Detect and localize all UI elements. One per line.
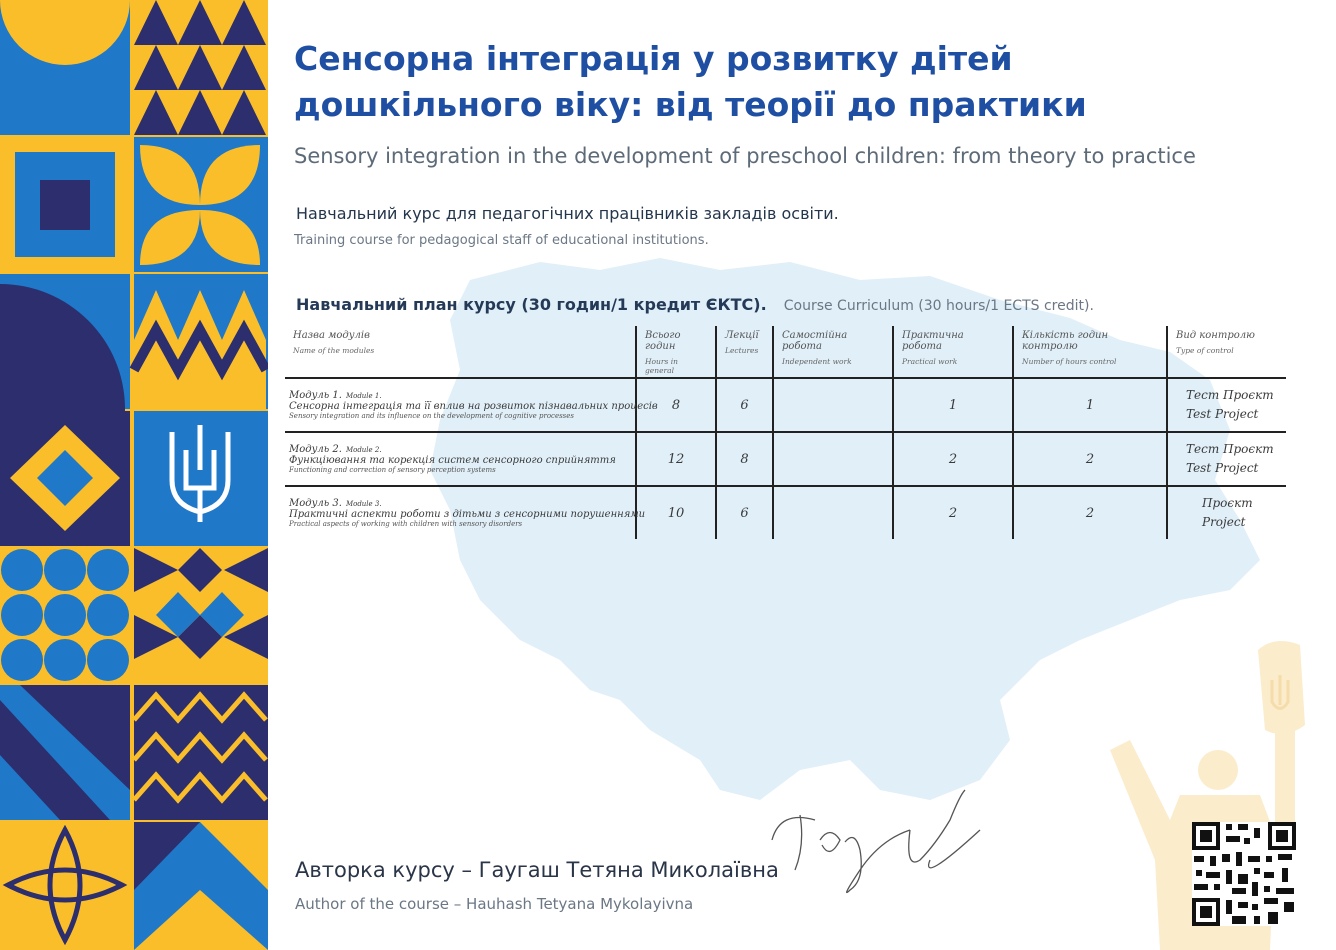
module-cell: Модуль 3. Module 3. Практичні аспекти роботи з дітьми з сенсорними порушеннями Practical aspects of working with children with sensory disorders [289,498,646,528]
control-hours-cell: 2 [1013,486,1167,539]
column-header: Вид контролю Type of control [1167,326,1286,378]
column-header: Практична робота Practical work [893,326,1013,378]
control-hours-cell: 1 [1013,378,1167,432]
module-cell: Модуль 2. Module 2. Функціювання та корекція систем сенсорного сприйняття Functioning and correction of sensory perception systems [285,432,636,486]
course-type-en: Training course for pedagogical staff of educational institutions. [294,233,709,248]
module-cell: Модуль 1. Module 1. Сенсорна інтеграція та її вплив на розвиток пізнавальних процесів Sensory integration and its influence on the development of cognitive processes [285,378,636,432]
column-header: Всього годин Hours in general [636,326,716,378]
control-hours-cell: 2 [1013,432,1167,486]
practical-cell: 2 [893,432,1013,486]
lectures-cell: 6 [716,486,773,539]
curriculum-heading-ua: Навчальний план курсу (30 годин/1 кредит ЄКТС). [296,295,767,314]
total-hours-cell: 12 [636,432,716,486]
table-row [285,378,1286,432]
lectures-cell: 8 [716,432,773,486]
curriculum-heading [296,295,1094,314]
total-hours-cell: 10 [636,486,716,539]
independent-cell [773,432,893,486]
course-author: Авторка курсу – Гаугаш Тетяна Миколаївна [295,858,779,882]
independent-cell [773,378,893,432]
total-hours-cell: 8 [636,378,716,432]
column-header: Лекції Lectures [716,326,773,378]
course-type: Навчальний курс для педагогічних працівників закладів освіти. [296,204,839,223]
table-row [285,486,1286,539]
control-type-cell: Тест Проєкт Test Project [1167,378,1286,432]
column-header: Кількість годин контролю Number of hours control [1013,326,1167,378]
column-header: Самостійна робота Independent work [773,326,893,378]
control-type-cell: Проєкт Project [1167,486,1286,539]
control-type-cell: Тест Проєкт Test Project [1167,432,1286,486]
lectures-cell: 6 [716,378,773,432]
page-title: Сенсорна інтеграція у розвитку дітей дошкільного віку: від теорії до практики [294,39,1087,124]
practical-cell: 1 [893,378,1013,432]
practical-cell: 2 [893,486,1013,539]
column-header: Назва модулів Name of the modules [285,326,636,378]
course-author-en: Author of the course – Hauhash Tetyana Mykolayivna [295,895,694,913]
table-row [285,432,1286,486]
independent-cell [773,486,893,539]
page-subtitle-en: Sensory integration in the development of preschool children: from theory to practice [294,144,1196,168]
curriculum-heading-en: Course Curriculum (30 hours/1 ECTS credit). [783,298,1094,314]
table-header-row [285,326,1286,378]
curriculum-table [285,326,1286,539]
